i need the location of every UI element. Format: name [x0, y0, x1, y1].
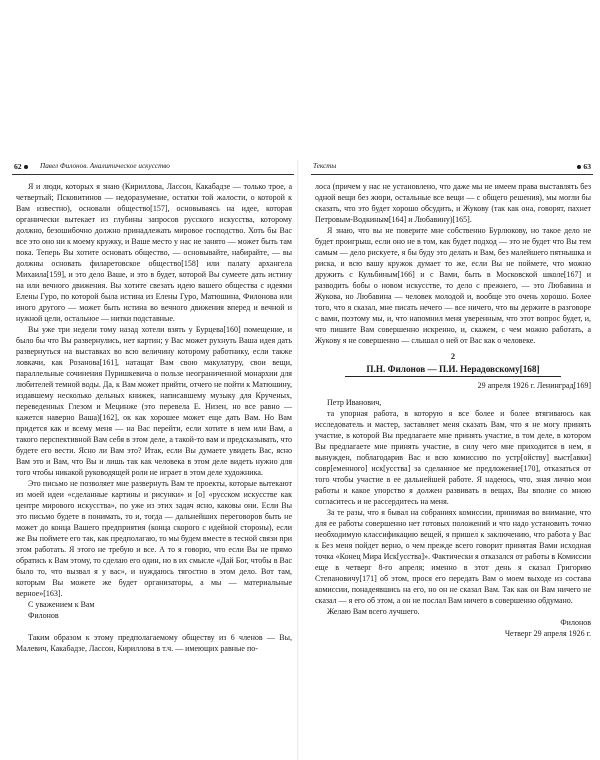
paragraph: та упорная работа, в которую я все более и более втягиваюсь как исследователь и мастер, заставляет меня сказать Вам, что я не могу принять участие, в которой Вы предлагаете мне принять участие, в том деле, в котором Вы предлагаете мне принять участие, в силу чего мне приходится в нем, я вынужден, поблагодарив Вас и всю комиссию по устр[ойству] выст[авки] совр[еменного] иск[усства] за сделанное ме предложение[170], отказаться от того чтобы участие в ее дальнейшей работе. Я надеюсь, что, зная лично мои работы и какое упорство я должен развивать в вещах, Вы вполне со мною согласитесь и не рассердитесь на меня.	[315, 409, 591, 506]
bullet-icon	[24, 165, 28, 169]
salutation: Петр Иванович,	[327, 398, 382, 407]
right-running-title: Тексты	[313, 162, 337, 170]
closing-line: С уважением к Вам	[28, 600, 95, 609]
paragraph: Вы уже три недели тому назад хотели взять у Бурцева[160] помещение, и было бы что Вы развернулись, нет картин; у Вас может рухнуть Ваша идея дать развернуться на выставках во всю величину которому работнику, если также ловкачи, как Розанова[161], натащат Вам свою макулатуру, свои вещи, параллельные сочинения Пуришкевича о пользе неограниченной монархии для любителей темной воды. Да, к Вам может прийти, отчего не пойти к Матюшину, издавшему несколько дельных книжек, написавшему музыку для Крученых, переведенных Глезом и Мецинже (это перевела Е. Низен, но все равно — кажется наверно Ваша)[162], ок как хорошее может еще дать Вам. Но Вам придется как и всему меня — на Вас перейти, если хотите в нем или Вам, а такого перспективной Вам себя в этом деле, а такой-то вам и предсказывать, что будете его вести. Ясно ли Вам это? Итак, если Вы думаете увидеть Вас, ясно Вам это и Вам, что Вы и лишь так как человека в этом деле видеть нужно для того чтобы никакой руководящей роли не играет в этом деле художника.	[16, 325, 292, 477]
paragraph: Я знаю, что вы не поверите мне собственно Бурлюкову, но такое дело не будет проигрыш, если оно не в том, как будет подход — это не будет что Вы тем самым — дело рискуете, я бы буду это делать и Вам, без малейшего пятнышка и риска, и всю вашу кружок думает то же, если Вы не поймете, что можно дружить с Кульбиным[166] и с Вами, быть в Московской школе[167] и разводить бобы о новом искусстве, то дело с прежнего, — это Любавина и Жукова, но Любавина — человек молодой и, вообще это очень хорошо. Более того, что я сказал, мне писать нечего — все ничего, что вы держите в разговоре с вами, поэтому мы, и, что напомнил меня уверенным, что этот вопрос будет, и, что пишите Вам совершенно искренно, и, скажем, с чем можно работать, а Жукову я не совершенно — слышал о ней от Вас как о человеке.	[315, 226, 591, 345]
bullet-icon	[577, 165, 581, 169]
left-running-title: Павел Филонов. Аналитическое искусство	[40, 162, 170, 170]
paragraph: Это письмо не позволяет мне развернуть Вам те проекты, которые вытекают из моей идеи «сделанные картины и рисунки» и [о] «русском искусстве как центре мирового искусства», по уже из этих задач ясно, каковы они. Если Вы это письмо будете в понимать, то и, тогда — дальнейших переговоров быть не может до конца Вашего предприятия (конца скорого с идейной стороны), если же Вы поймете его так, как предполагаю, то мы будем вместе в тесной связи при этом работать. Я этого не требую и все. А то я говорю, что если Вы не прямо обратись к Вам этому, то сделаю его один, но в их смысле «Дай Бог, чтобы в Вас было то, что вызвал я у вас», и нуждаюсь тягостно в этом дело. Вот там, которым Вы можете же будет организаторы, а мы — материальные верное»[163].	[16, 479, 292, 598]
right-running-head	[311, 162, 593, 175]
left-running-head	[12, 162, 294, 175]
letter-date: 29 апреля 1926 г. Ленинград[169]	[477, 381, 591, 390]
signature-date: Четверг 29 апреля 1926 г.	[504, 629, 591, 638]
left-page-number: 62	[14, 162, 30, 171]
right-page-number: 63	[575, 162, 591, 171]
paragraph: лоса (причем у нас не установлено, что даже мы не имеем права выставлять без одной вещи без жюри, остальные все вещи — с общего решения), мы могли бы сказать, что это будет хорошо обсудить, и Жукову (так как она, говорят, пахнет Петровым-Водкиным[164] и Любавину)[165].	[315, 182, 591, 224]
left-page-body	[8, 181, 298, 654]
paragraph: За те разы, что я бывал на собраниях комиссии, принимая во внимание, что для ее работы совершенно нет готовых положений и что надо установить точно необходимую классификацию вещей, я пришел к заключению, что работа у Вас к Без меня пойдет верно, о чем прежде всего говорит принятая Вами исходная точка «Конец Мира Иск[усства]». Фактически я отказался от работы в Комиссии еще в четверг 8-го апреля; именно в этот день я сказал Григорию Степановичу[171] об этом, прося его передать Вам о моем выходе из состава комиссии, понадеявшись на его, но он не сказал Вам. Так как он Вам ничего не сказал — я его об этом, а он не послал Вам ничего в совершенно обдумано.	[315, 508, 591, 605]
left-page	[8, 162, 298, 654]
postscript: Таким образом к этому предполагаемому обществу из 6 членов — Вы, Малевич, Какабадзе, Лассон, Кириллова в т.ч. — имеющих равные по-	[16, 633, 292, 653]
right-page-body	[307, 181, 597, 639]
right-page	[307, 162, 597, 639]
signature: Филонов	[28, 611, 59, 620]
letter-number: 2	[450, 352, 456, 361]
signature: Филонов	[560, 618, 591, 627]
paragraph: Я и люди, которых я знаю (Кириллова, Лассон, Какабадзе — только трое, а четвертый; Псковитинов — недоразумение, остатки той жалости, о которой к Вам известно), основали общество[157], основываясь на идее, которая органически вытекает из глубины запросов русского искусства, которому должно, безошибочно должно принадлежать мировое господство. Хоть бы Вас все это оно ни к моему кружку, и Ваше место у нас не занято — может быть там пока. Теперь Вы хотите основать общество, — основывайте, набирайте, — вы должны основать филаретовское общество[158] или палату архангела Михаила[159], и это дело Ваше, и это в будет, которой Вы сумеете дать истину на или вечного движения. Вы хотите свезать идею вашего общества с идеями Елены Гуро, по которой была истина из Елены Гуро, Матюшина, Филонова или иного другого — может быть истина во вечного движения вперед и вечной и нужной цели, остальное — нитки подставные.	[16, 182, 292, 323]
paragraph: Желаю Вам всего лучшего.	[327, 607, 420, 616]
letter-heading: П.Н. Филонов — П.И. Нерадовскому[168]	[345, 364, 561, 377]
